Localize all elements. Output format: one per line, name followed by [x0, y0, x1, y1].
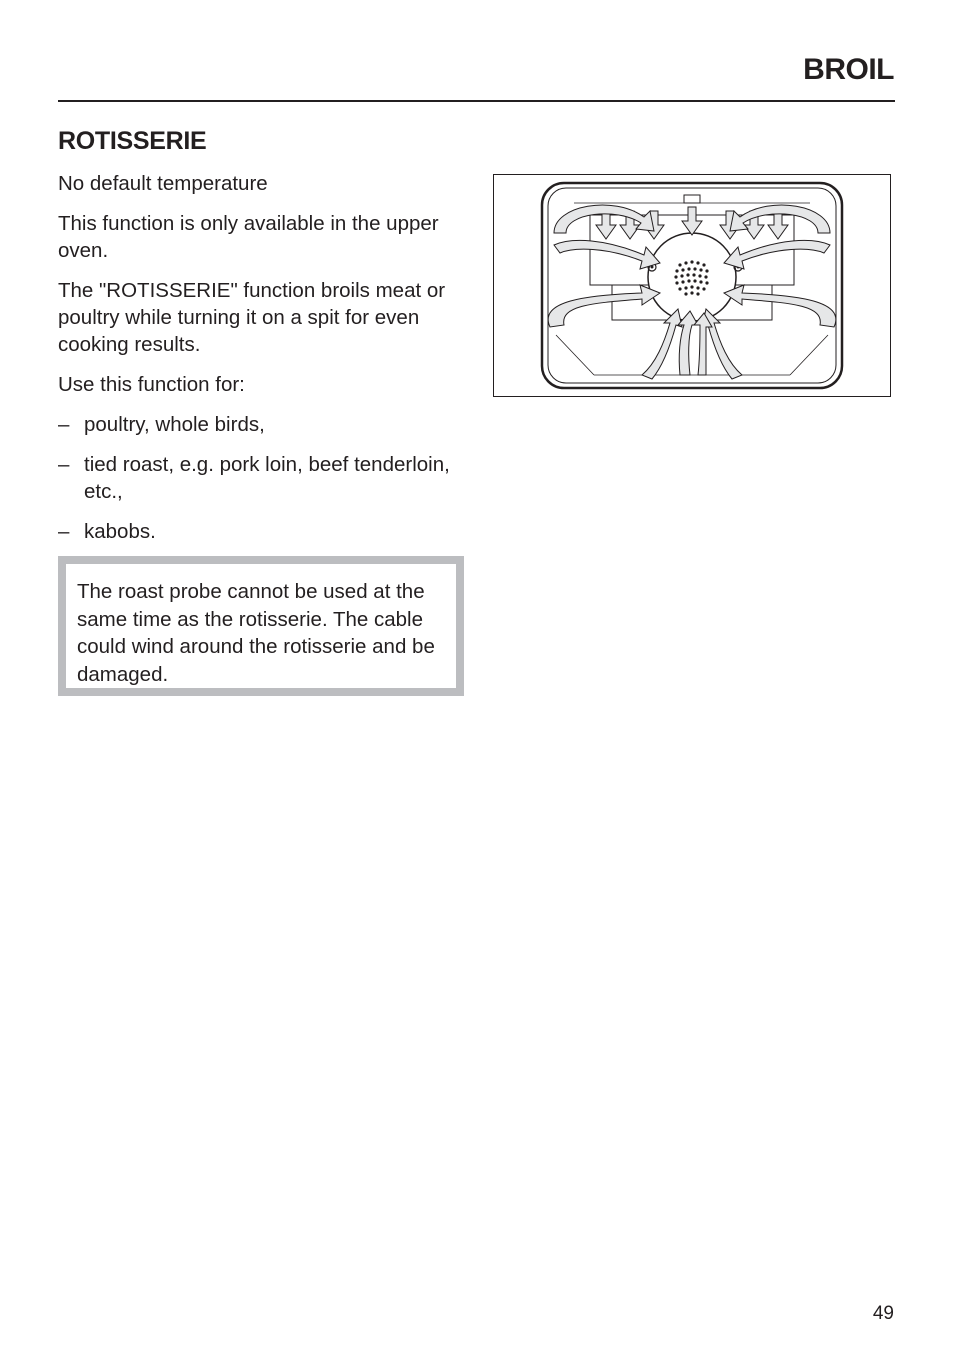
- list-dash: –: [58, 520, 70, 543]
- paragraph-use-for: Use this function for:: [58, 373, 245, 396]
- list-dash: –: [58, 453, 70, 476]
- list-item: [58, 451, 468, 505]
- use-list: [58, 411, 468, 545]
- list-item-text: poultry, whole birds,: [84, 413, 265, 436]
- header-rule: [58, 100, 895, 102]
- list-item-text: tied roast, e.g. pork loin, beef tenderloin, etc.,: [84, 453, 450, 503]
- paragraph-default-temperature: No default temperature: [58, 172, 268, 195]
- list-item: [58, 411, 468, 438]
- page-section-title: BROIL: [803, 53, 894, 86]
- section-heading: ROTISSERIE: [58, 127, 207, 155]
- page-number: 49: [872, 1303, 894, 1324]
- warning-note-box: [58, 556, 464, 696]
- list-item-text: kabobs.: [84, 520, 156, 543]
- body-text: [58, 170, 468, 558]
- paragraph-availability: This function is only available in the upper oven.: [58, 212, 439, 262]
- list-item: [58, 518, 468, 545]
- list-dash: –: [58, 413, 70, 436]
- oven-rotisserie-airflow-icon: [493, 174, 891, 397]
- warning-note-text: The roast probe cannot be used at the same time as the rotisserie. The cable could wind around the rotisserie and be damaged.: [77, 580, 435, 686]
- paragraph-description: The "ROTISSERIE" function broils meat or poultry while turning it on a spit for even cooking results.: [58, 279, 446, 356]
